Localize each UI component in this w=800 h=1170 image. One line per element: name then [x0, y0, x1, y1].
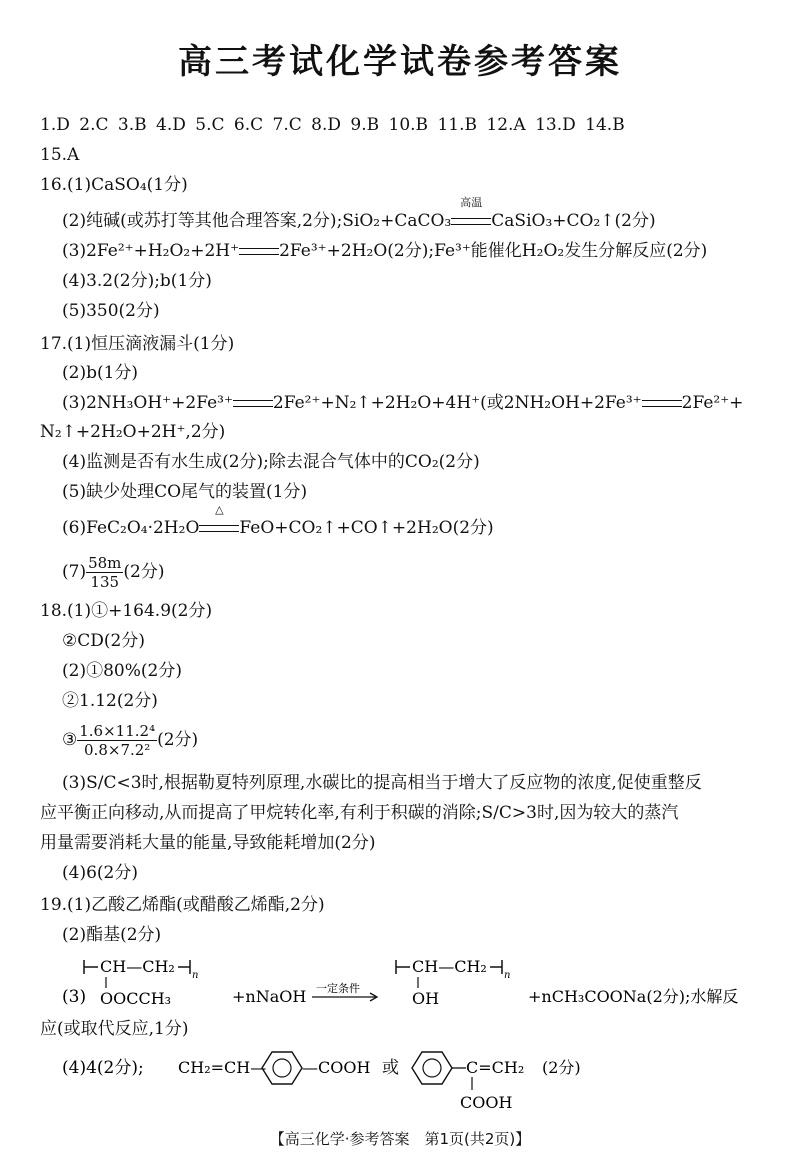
alkene-group: C=CH₂ [466, 1058, 525, 1077]
q18-part3-line3: 用量需要消耗大量的能量,导致能耗增加(2分) [40, 833, 376, 853]
polymer-vinyl-alcohol [396, 957, 510, 1008]
q19-part3-tail: +nCH₃COONa(2分);水解反 [528, 987, 739, 1006]
q16-part2: (2)纯碱(或苏打等其他合理答案,2分);SiO₂+CaCO₃ 高温 CaSiO₃+CO₂↑(2分) [62, 196, 656, 231]
page-title: 高三考试化学试卷参考答案 [178, 42, 622, 82]
q18-part4: (4)6(2分) [62, 863, 138, 883]
carboxyl-group: COOH [460, 1093, 513, 1112]
equals-arrow [642, 392, 682, 414]
svg-text:CH—CH₂: CH—CH₂ [100, 957, 175, 976]
benzene-ring-icon [412, 1052, 452, 1084]
q18-part3-line1: (3)S/C<3时,根据勒夏特列原理,水碳比的提高相当于增大了反应物的浓度,促使重整反 [62, 773, 702, 793]
q17-part1: 17.(1)恒压滴液漏斗(1分) [40, 334, 235, 354]
q17-part4: (4)监测是否有水生成(2分);除去混合气体中的CO₂(2分) [62, 452, 480, 472]
mc-answers-row2: 15.A [40, 145, 80, 165]
q18-part3-line2: 应平衡正向移动,从而提高了甲烷转化率,有利于积碳的消除;S/C>3时,因为较大的蒸汽 [40, 803, 679, 823]
reagent-naoh: +nNaOH [232, 987, 307, 1006]
q19-reaction-diagram [0, 950, 800, 1012]
heat-arrow: △ [199, 517, 239, 539]
mc-answers-row1: 1.D 2.C 3.B 4.D 5.C 6.C 7.C 8.D 9.B 10.B 11.B 12.A 13.D 14.B [40, 115, 625, 135]
q18-part2-2: ②1.12(2分) [62, 691, 158, 711]
q17-part6: (6)FeC₂O₄·2H₂O △ FeO+CO₂↑+CO↑+2H₂O(2分) [62, 503, 494, 538]
svg-text:n: n [504, 970, 511, 981]
vinyl-group: CH₂=CH— [178, 1058, 267, 1077]
svg-text:(2分): (2分) [542, 1058, 581, 1077]
q19-part3-label: (3) [62, 987, 87, 1007]
carboxyl-group: —COOH [302, 1058, 371, 1077]
condition-arrow [312, 981, 377, 1001]
q19-part4-structures [0, 1044, 800, 1116]
svg-text:一定条件: 一定条件 [316, 982, 360, 995]
svg-text:CH—CH₂: CH—CH₂ [412, 957, 487, 976]
equals-arrow [233, 392, 273, 414]
equals-arrow [239, 240, 279, 262]
q19-part3-cont: 应(或取代反应,1分) [40, 1019, 189, 1039]
q17-part2: (2)b(1分) [62, 363, 139, 383]
q17-part3-cont: N₂↑+2H₂O+2H⁺,2分) [40, 422, 226, 442]
or-connector: 或 [382, 1058, 399, 1078]
svg-text:n: n [192, 970, 199, 981]
benzene-ring-icon [262, 1052, 302, 1084]
q17-part5: (5)缺少处理CO尾气的装置(1分) [62, 482, 308, 502]
q16-part1: 16.(1)CaSO₄(1分) [40, 175, 188, 195]
q19-part1: 19.(1)乙酸乙烯酯(或醋酸乙烯酯,2分) [40, 895, 325, 915]
q17-part3: (3)2NH₃OH⁺+2Fe³⁺ 2Fe²⁺+N₂↑+2H₂O+4H⁺(或2NH₂OH+2Fe³⁺ 2Fe²⁺+ [62, 393, 744, 413]
fraction: $\frac{58m}{135}$ [88, 554, 122, 591]
q19-part2: (2)酯基(2分) [62, 925, 162, 945]
svg-text:OH: OH [412, 989, 440, 1008]
svg-text:OOCCH₃: OOCCH₃ [100, 989, 172, 1008]
q18-part1-2: ②CD(2分) [62, 631, 145, 651]
reaction-arrow: 高温 [451, 210, 491, 232]
page-footer: 【高三化学·参考答案 第1页(共2页)】 [269, 1130, 531, 1148]
fraction: $\frac{\text{1.6×11.2⁴}}{\text{0.8×7.2²}}$ [79, 722, 156, 759]
q18-part2: (2)①80%(2分) [62, 661, 182, 681]
q18-part1: 18.(1)①+164.9(2分) [40, 601, 213, 621]
q16-part3: (3)2Fe²⁺+H₂O₂+2H⁺ 2Fe³⁺+2H₂O(2分);Fe³⁺能催化H₂O₂发生分解反应(2分) [62, 241, 708, 261]
polymer-vinyl-acetate [84, 957, 198, 1008]
q16-part4: (4)3.2(2分);b(1分) [62, 271, 212, 291]
q18-part2-3: ③ $\frac{\text{1.6×11.2⁴}}{\text{0.8×7.2²}}$ (2分) [62, 722, 199, 759]
q17-part7: (7) $\frac{58m}{135}$ (2分) [62, 554, 165, 591]
svg-text:(4)4(2分);: (4)4(2分); [62, 1058, 144, 1078]
q16-part5: (5)350(2分) [62, 301, 160, 321]
